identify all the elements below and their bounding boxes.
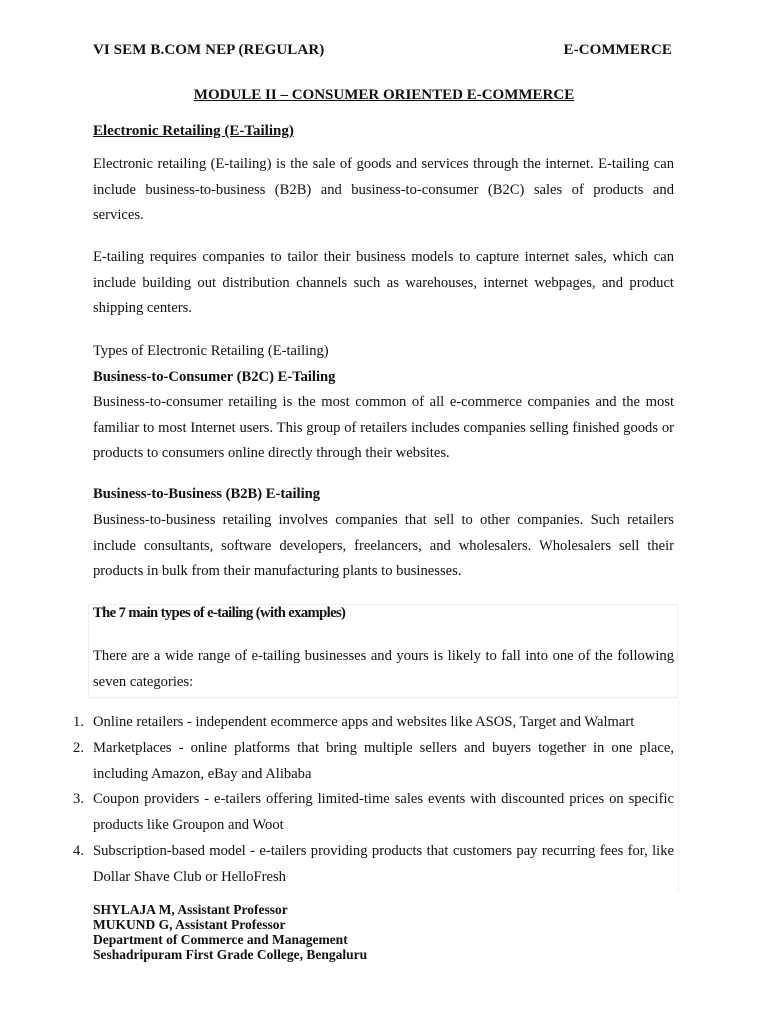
list-text: Marketplaces - online platforms that bring multiple sellers and buyers together in one place, including Amazon, eBay and Alibaba — [93, 739, 674, 782]
types-box-paragraph: There are a wide range of e-tailing businesses and yours is likely to fall into one of the following seven categories: — [93, 648, 674, 690]
list-item — [60, 710, 674, 736]
b2b-paragraph: Business-to-business retailing involves companies that sell to other companies. Such retailers include consultants, software developers, freelancers, and wholesalers. Wholesalers sell their products in bulk from their manufacturing plants to businesses. — [93, 512, 674, 579]
list-item — [60, 736, 674, 788]
module-title: MODULE II – CONSUMER ORIENTED E-COMMERCE — [193, 87, 575, 103]
list-number: 3. — [73, 791, 84, 808]
footer-department: Department of Commerce and Management — [93, 932, 348, 947]
list-text: Subscription-based model - e-tailers providing products that customers pay recurring fees for, like Dollar Shave Club or HelloFresh — [93, 842, 674, 885]
page-header — [93, 42, 672, 62]
list-number: 4. — [73, 842, 84, 859]
header-course: VI SEM B.COM NEP (REGULAR) — [93, 42, 325, 58]
header-subject: E-COMMERCE — [563, 42, 672, 58]
list-text: Coupon providers - e-tailers offering limited-time sales events with discounted prices on specific products like Groupon and Woot — [93, 791, 674, 834]
footer-author-2: MUKUND G, Assistant Professor — [93, 917, 286, 932]
b2b-heading: Business-to-Business (B2B) E-tailing — [93, 486, 321, 502]
footer-college: Seshadripuram First Grade College, Bengaluru — [93, 947, 368, 962]
types-list — [60, 710, 674, 891]
types-label: Types of Electronic Retailing (E-tailing) — [93, 343, 329, 359]
list-item — [60, 787, 674, 839]
box-border-line — [678, 700, 679, 892]
list-number: 2. — [73, 739, 84, 756]
types-box-title: The 7 main types of e-tailing (with examples) — [93, 605, 346, 621]
page-footer — [93, 902, 367, 962]
section-title: Electronic Retailing (E-Tailing) — [93, 123, 294, 139]
list-text: Online retailers - independent ecommerce apps and websites like ASOS, Target and Walmart — [93, 714, 635, 730]
list-number: 1. — [73, 714, 84, 730]
footer-author-1: SHYLAJA M, Assistant Professor — [93, 902, 288, 917]
list-item — [60, 839, 674, 891]
paragraph-intro: Electronic retailing (E-tailing) is the sale of goods and services through the internet. E-tailing can include business-to-business (B2B) and business-to-consumer (B2C) sales of products and services. — [93, 156, 674, 223]
b2c-paragraph: Business-to-consumer retailing is the most common of all e-commerce companies and the most familiar to most Internet users. This group of retailers includes companies selling finished goods or products to consumers online directly through their websites. — [93, 394, 674, 461]
b2c-heading: Business-to-Consumer (B2C) E-Tailing — [93, 369, 336, 385]
paragraph-requirements: E-tailing requires companies to tailor their business models to capture internet sales, which can include building out distribution channels such as warehouses, internet webpages, and product shipping centers. — [93, 249, 674, 316]
